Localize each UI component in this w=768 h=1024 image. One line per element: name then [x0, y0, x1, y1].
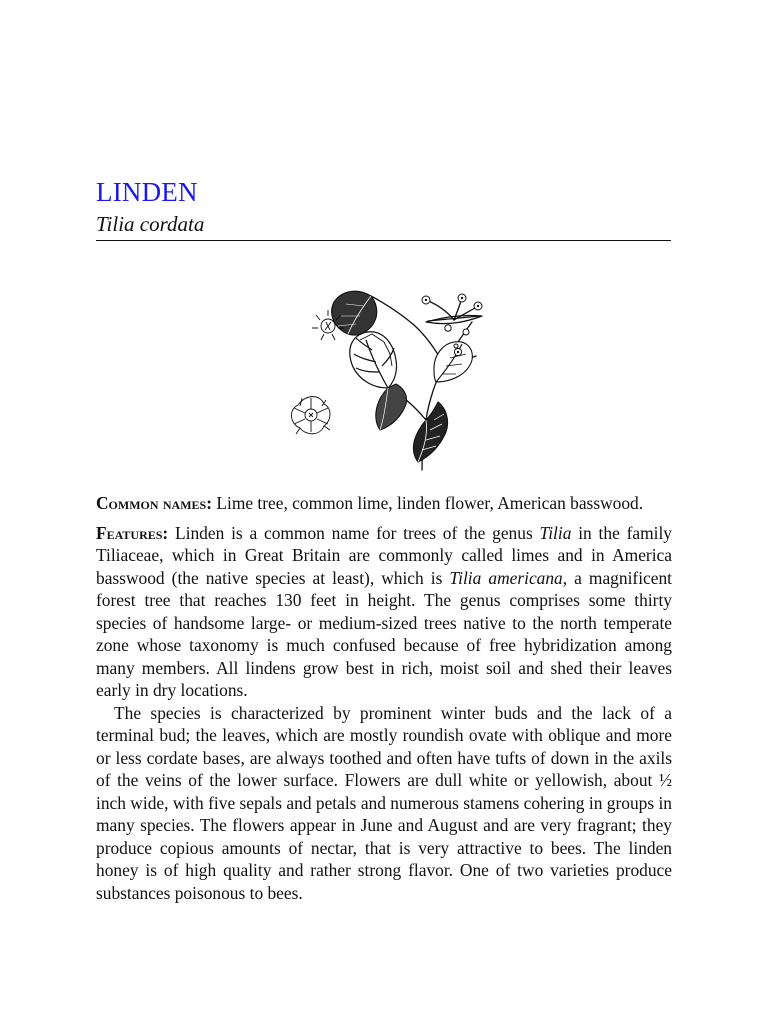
features-text-1: Linden is a common name for trees of the genus: [168, 522, 540, 543]
species-description-paragraph: The species is characterized by prominent winter buds and the lack of a terminal bud; the leaves, which are mostly roundish ovate with oblique and more or less cordate bases, are always toothed and often have tufts of down in the axils of the veins of the lower surface. Flowers are dull white or yellowish, about ½ inch wide, with five sepals and petals and numerous stamens cohering in groups in many species. The flowers appear in June and August and are very fragrant; they produce copious amounts of nectar, that is very attractive to bees. The linden honey is of high quality and rather strong flavor. One of two varieties produce substances poisonous to bees.: [96, 702, 672, 903]
common-names-paragraph: [96, 492, 672, 515]
article-body: [96, 492, 672, 904]
species-name: Tilia americana,: [449, 567, 568, 588]
title-divider: [96, 240, 671, 241]
botanical-name: Tilia cordata: [96, 212, 205, 236]
features-label: Features:: [96, 522, 169, 543]
common-names-text: Lime tree, common lime, linden flower, American basswood.: [212, 493, 644, 513]
common-names-label: Common names:: [96, 493, 213, 513]
genus-name: Tilia: [539, 522, 572, 543]
page-title: LINDEN: [96, 177, 198, 207]
features-paragraph: [96, 522, 672, 702]
linden-branch-drawing: [276, 270, 496, 475]
features-text-2: in the family Tiliaceae, which in Great Britain are commonly called limes and in America basswood (the native species at least), which is: [96, 522, 672, 588]
linden-branch-illustration: [276, 270, 496, 475]
document-page: [96, 0, 672, 1024]
features-text-3: a magnificent forest tree that reaches 130 feet in height. The genus comprises some thirty species of handsome large- or medium-sized trees native to the north temperate zone whose taxonomy is much confused because of free hybridization among many members. All lindens grow best in rich, moist soil and shed their leaves early in dry locations.: [96, 567, 672, 700]
